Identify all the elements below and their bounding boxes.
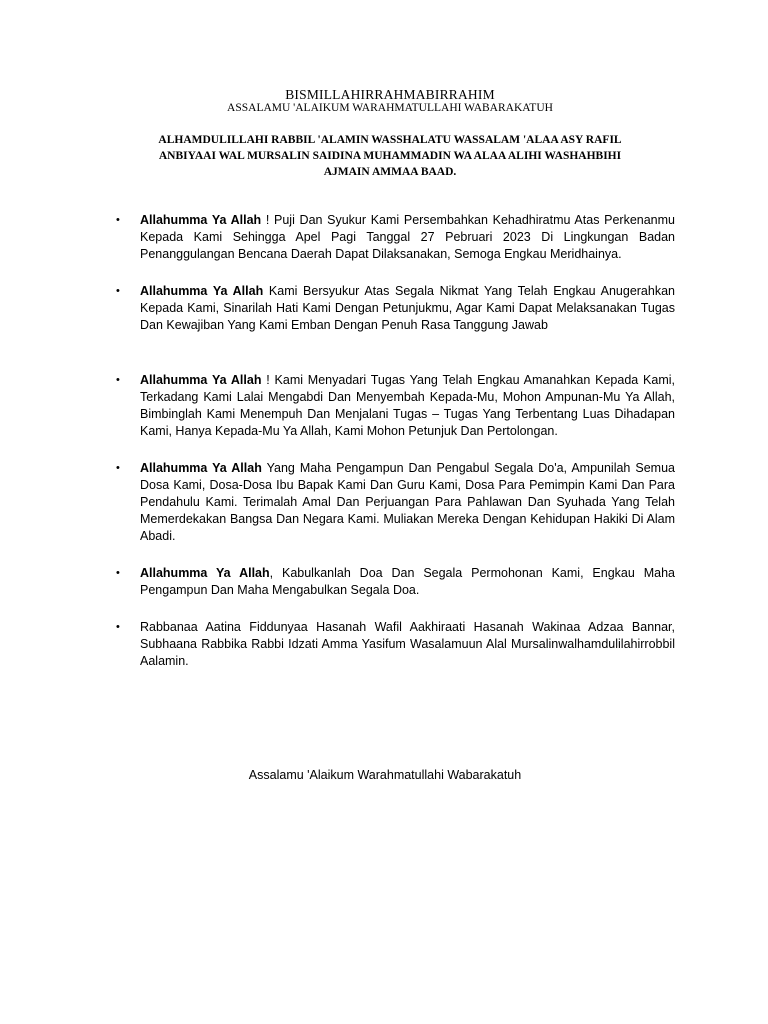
prayer-item [108, 619, 675, 670]
prayer-item [108, 460, 675, 545]
hamdalah-line: ANBIYAAI WAL MURSALIN SAIDINA MUHAMMADIN WA ALAA ALIHI WASHAHBIHI [158, 150, 622, 162]
bullet-icon: • [116, 567, 120, 579]
prayer-opening: Allahumma Ya Allah [140, 213, 262, 227]
prayer-text: Kami Bersyukur Atas Segala Nikmat Yang Telah Engkau Anugerahkan Kepada Kami, Sinarilah Hati Kami Dengan Petunjukmu, Agar Kami Dapat Melaksanakan Tugas Dan Kewajiban Yang Kami Emban Dengan Penuh Rasa Tanggung Jawab [140, 284, 675, 332]
bullet-icon: • [116, 462, 120, 474]
prayer-text: ! Puji Dan Syukur Kami Persembahkan Kehadhiratmu Atas Perkenanmu Kepada Kami Sehingga Apel Pagi Tanggal 27 Pebruari 2023 Di Lingkungan Badan Penanggulangan Bencana Daerah Dapat Dilaksanakan, Semoga Engkau Meridhainya. [140, 213, 675, 261]
prayer-text: Rabbanaa Aatina Fiddunyaa Hasanah Wafil Aakhiraati Hasanah Wakinaa Adzaa Bannar, Subhaana Rabbika Rabbi Idzati Amma Yasifum Wasalamuun Alal Mursalinwalhamdulilahirrobbil Aalamin. [140, 620, 675, 668]
prayer-item [108, 565, 675, 599]
bullet-icon: • [116, 214, 120, 226]
hamdalah-line: AJMAIN AMMAA BAAD. [323, 166, 457, 178]
prayer-text: Yang Maha Pengampun Dan Pengabul Segala Do'a, Ampunilah Semua Dosa Kami, Dosa-Dosa Ibu Bapak Kami Dan Guru Kami, Dosa Para Pemimpin Kami Dan Para Pendahulu Kami. Terimalah Amal Dan Perjuangan Para Pahlawan Dan Syuhada Yang Telah Memerdekakan Bangsa Dan Negara Kami. Muliakan Mereka Dengan Kehidupan Hakiki Di Alam Abadi. [140, 461, 675, 543]
prayer-item [108, 372, 675, 440]
prayer-opening: Allahumma Ya Allah [140, 566, 270, 580]
basmalah-heading: BISMILLAHIRRAHMABIRRAHIM [285, 87, 495, 102]
opening-greeting: ASSALAMU 'ALAIKUM WARAHMATULLAHI WABARAKATUH [227, 102, 553, 114]
prayer-item [108, 283, 675, 334]
prayer-text: ! Kami Menyadari Tugas Yang Telah Engkau Amanahkan Kepada Kami, Terkadang Kami Lalai Mengabdi Dan Menyembah Kepada-Mu, Mohon Ampunan-Mu Ya Allah, Bimbinglah Kami Menempuh Dan Menjalani Tugas – Tugas Yang Terbentang Luas Dihadapan Kami, Hanya Kepada-Mu Ya Allah, Kami Mohon Petunjuk Dan Pertolongan. [140, 373, 675, 438]
prayer-list [108, 212, 675, 670]
bullet-icon: • [116, 374, 120, 386]
prayer-opening: Allahumma Ya Allah [140, 461, 262, 475]
prayer-item [108, 212, 675, 263]
prayer-opening: Allahumma Ya Allah [140, 284, 264, 298]
prayer-text: , Kabulkanlah Doa Dan Segala Permohonan Kami, Engkau Maha Pengampun Dan Maha Mengabulkan Segala Doa. [140, 566, 675, 597]
bullet-icon: • [116, 621, 120, 633]
hamdalah-paragraph [105, 132, 675, 180]
closing-greeting: Assalamu 'Alaikum Warahmatullahi Wabarakatuh [248, 768, 522, 782]
hamdalah-line: ALHAMDULILLAHI RABBIL 'ALAMIN WASSHALATU WASSALAM 'ALAA ASY RAFIL [158, 134, 622, 146]
prayer-opening: Allahumma Ya Allah [140, 373, 262, 387]
bullet-icon: • [116, 285, 120, 297]
